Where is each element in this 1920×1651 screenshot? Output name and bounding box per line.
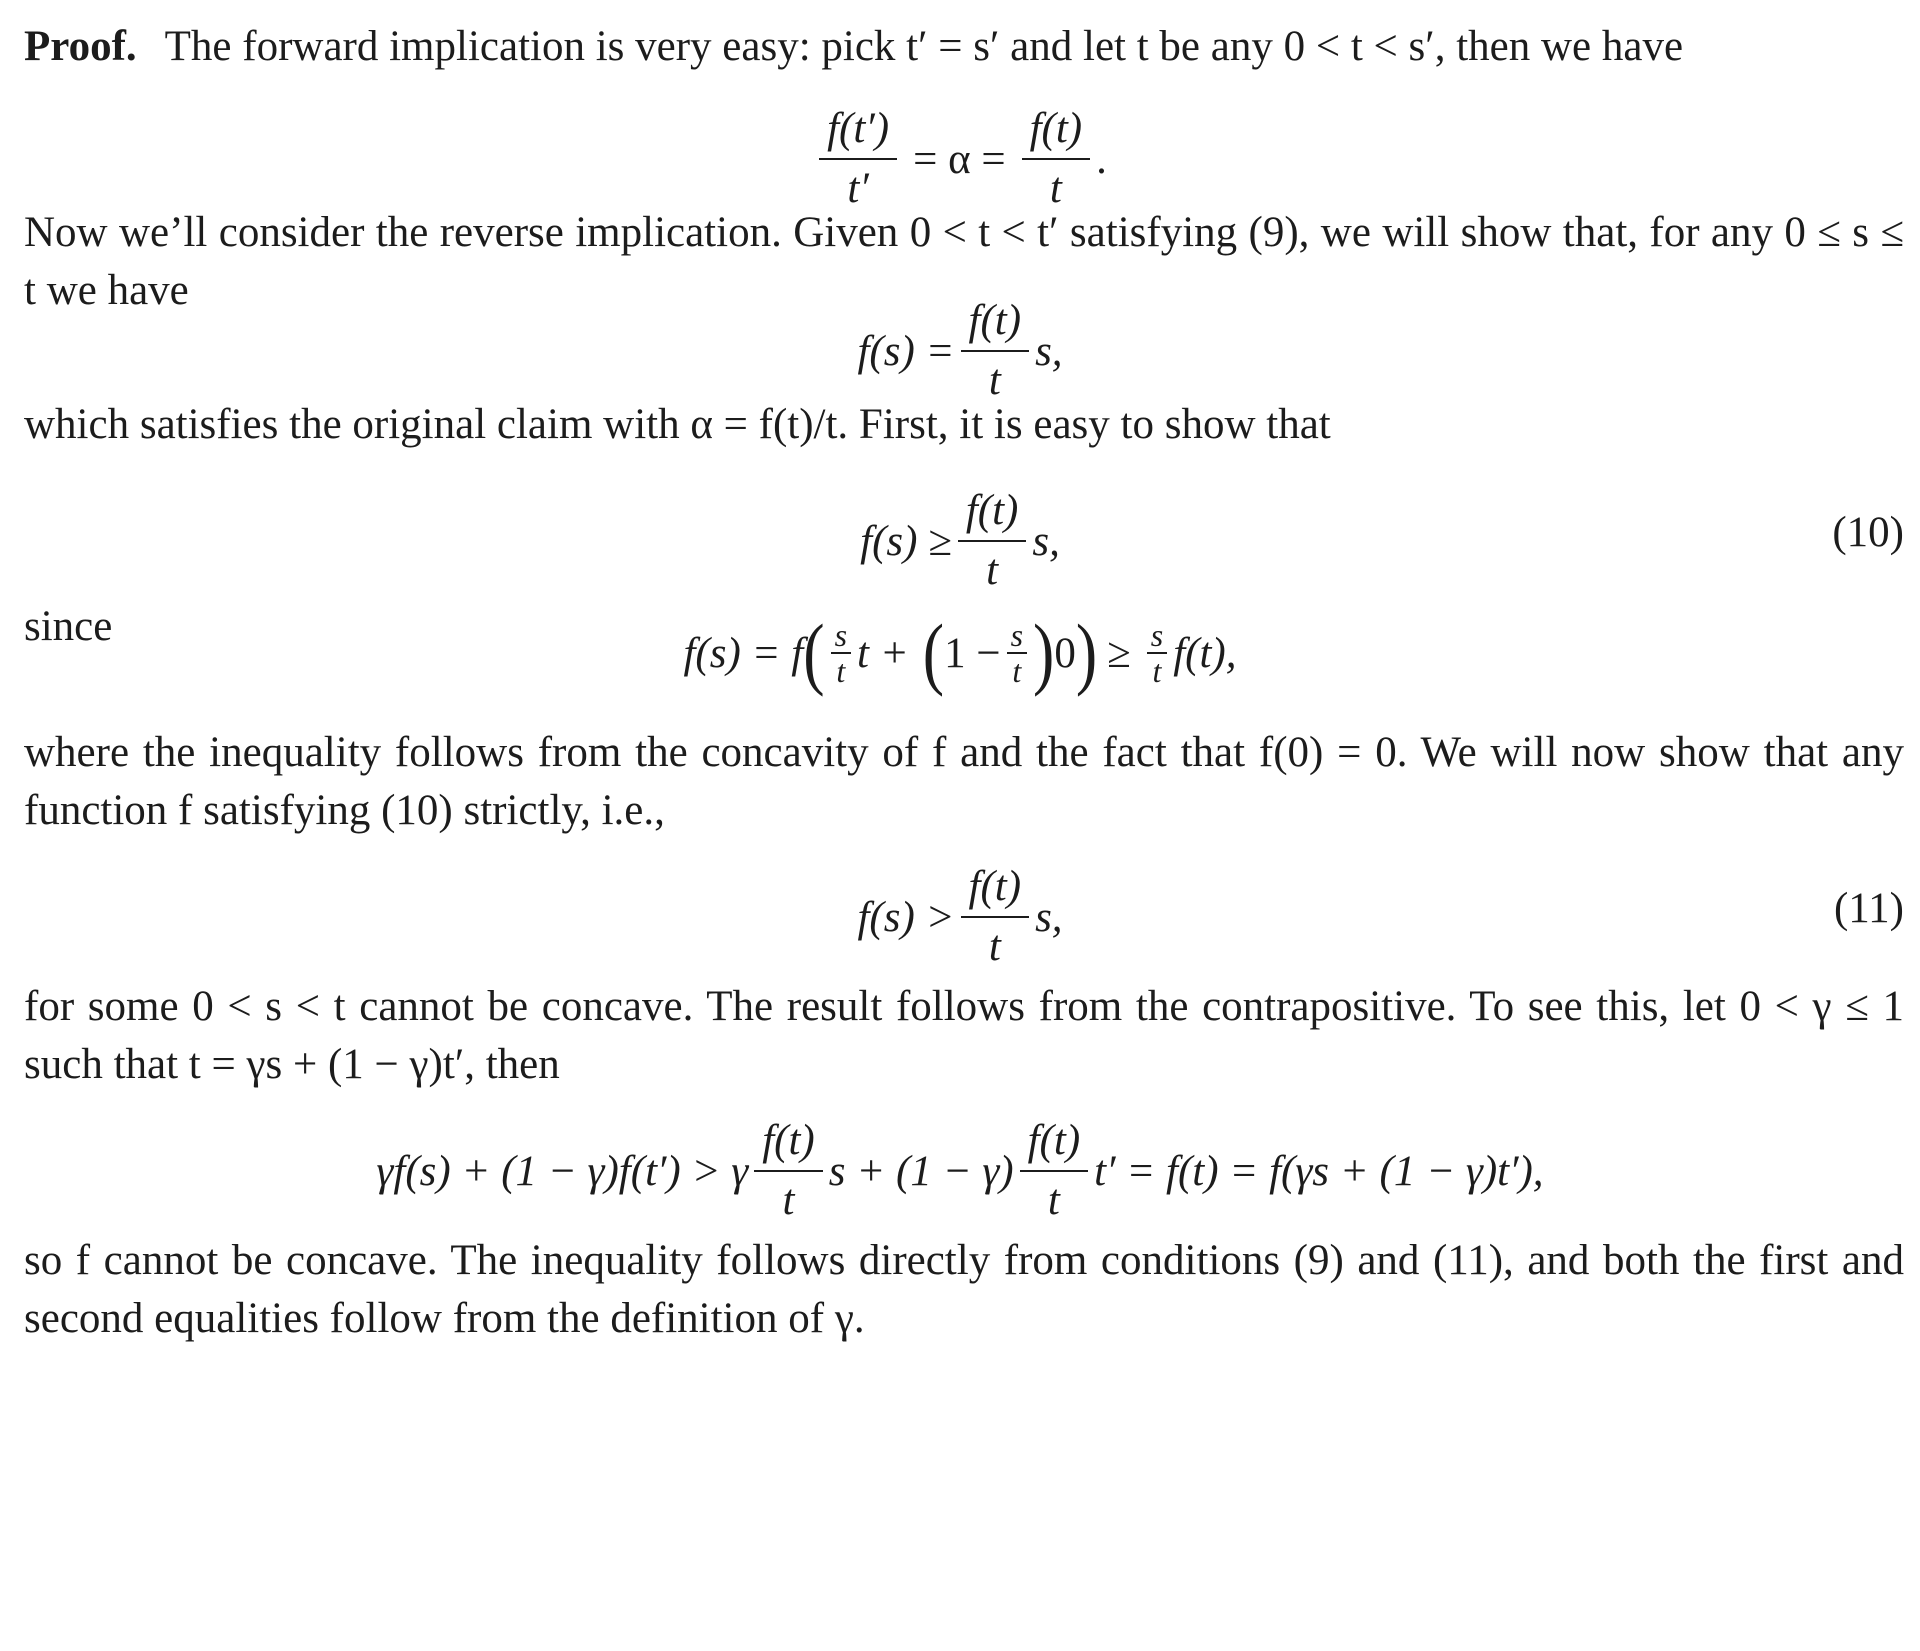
fraction-f-t-over-t: $\frac{f(t)}{t}$ xyxy=(961,862,1030,972)
proof-paragraph-6: for some 0 < s < t cannot be concave. The result follows from the contrapositive. To see this, let 0 < γ ≤ 1 such that t = γs + (1 − γ)t′, then xyxy=(24,983,1904,1088)
proof-paragraph-7: so f cannot be concave. The inequality follows directly from conditions (9) and (11), and both the first and second equalities follow from the definition of γ. xyxy=(24,1237,1904,1342)
equation-10: f(s) ≥ $\frac{f(t)}{t}$ s, xyxy=(860,487,1060,594)
equation-gamma: γf(s) + (1 − γ)f(t′) > γ $\frac{f(t)}{t}$ s + (1 − γ) $\frac{f(t)}{t}$ t′ = f(t) = f(γs + (1 − γ)t′), xyxy=(376,1117,1544,1224)
paragraph-1-text: The forward implication is very easy: pick t′ = s′ and let t be any 0 < t < s′, then we have xyxy=(164,23,1684,70)
fraction-f-tprime-over-tprime: $\frac{f(t')}{t'}$ xyxy=(819,104,897,214)
proof-label: Proof. xyxy=(24,23,137,70)
fraction-f-t-over-t: $\frac{f(t)}{t}$ xyxy=(958,486,1027,596)
equation-11: f(s) > $\frac{f(t)}{t}$ s, xyxy=(857,863,1063,970)
equals-alpha: = α = xyxy=(913,135,1006,183)
equation-number-10: (10) xyxy=(1832,509,1904,556)
proof-paragraph-5: where the inequality follows from the concavity of f and the fact that f(0) = 0. We will now show that any function f satisfying (10) strictly, i.e., xyxy=(24,729,1904,834)
fraction-f-t-over-t: $\frac{f(t)}{t}$ xyxy=(1022,104,1091,214)
proof-paragraph-3: which satisfies the original claim with α = f(t)/t. First, it is easy to show that xyxy=(24,401,1331,448)
proof-paragraph-2: Now we’ll consider the reverse implication. Given 0 < t < t′ satisfying (9), we will show that, for any 0 ≤ s ≤ t we have xyxy=(24,209,1904,314)
equation-2: f(s) = $\frac{f(t)}{t}$ s, xyxy=(857,297,1063,404)
proof-paragraph-1 xyxy=(24,18,1904,76)
equation-number-11: (11) xyxy=(1833,885,1904,932)
equation-concavity: f(s) = f ( $\frac{s}{t}$ t + ( 1 − $\frac{s}{t}$ ) 0 ) ≥ $\frac{s}{t}$ f(t), xyxy=(683,608,1237,697)
equation-1: $\frac{f(t')}{t'}$ = α = $\frac{f(t)}{t}$ . xyxy=(0,104,1920,214)
proof-paragraph-4: since xyxy=(24,603,113,650)
fraction-f-t-over-t: $\frac{f(t)}{t}$ xyxy=(961,296,1030,406)
